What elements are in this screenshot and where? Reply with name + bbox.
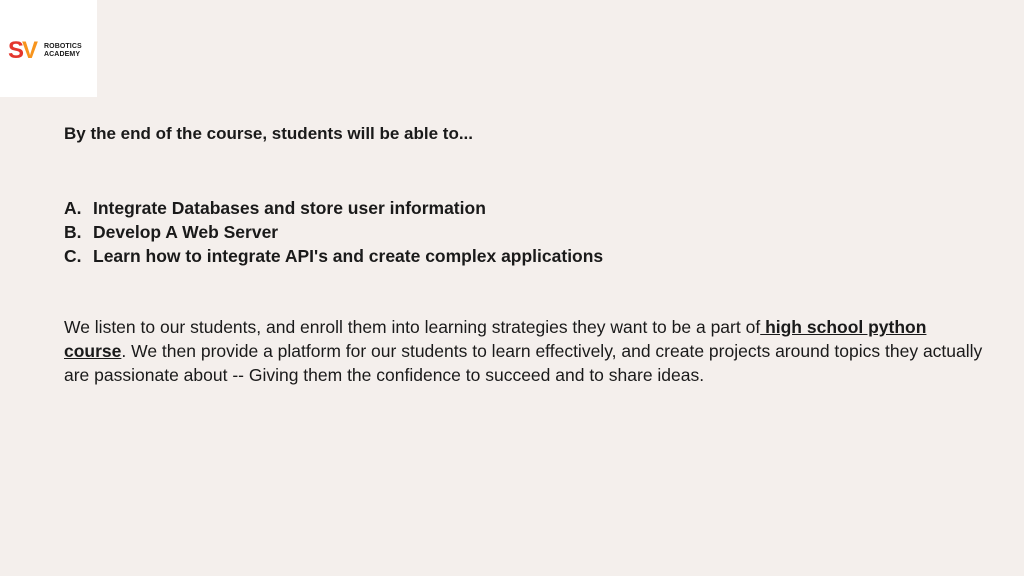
logo-wordmark [44, 43, 82, 59]
intro-heading: By the end of the course, students will be able to... [64, 124, 474, 143]
outcomes-list [64, 196, 603, 268]
logo [0, 0, 97, 97]
list-item [64, 196, 603, 220]
paragraph-text-end: . We then provide a platform for our students to learn effectively, and create projects around topics they actually are passionate about -- Giving them the confidence to succeed and to share ideas. [64, 341, 983, 385]
list-item [64, 220, 603, 244]
description-paragraph [64, 315, 984, 387]
list-marker: B. [64, 222, 82, 242]
list-marker: C. [64, 246, 82, 266]
list-item-text: Develop A Web Server [93, 222, 279, 242]
logo-line-2: ACADEMY [44, 51, 81, 58]
course-link[interactable]: high school python course [64, 317, 927, 361]
list-item-text: Integrate Databases and store user information [93, 198, 486, 218]
list-marker: A. [64, 198, 82, 218]
list-item-text: Learn how to integrate API's and create complex applications [93, 246, 604, 266]
list-item [64, 244, 603, 268]
paragraph-text-start: We listen to our students, and enroll them into learning strategies they want to be a part of [64, 317, 761, 337]
logo-mark-text: SV [8, 37, 37, 64]
sv-logo-mark [8, 34, 48, 64]
logo-line-1: ROBOTICS [44, 43, 82, 50]
